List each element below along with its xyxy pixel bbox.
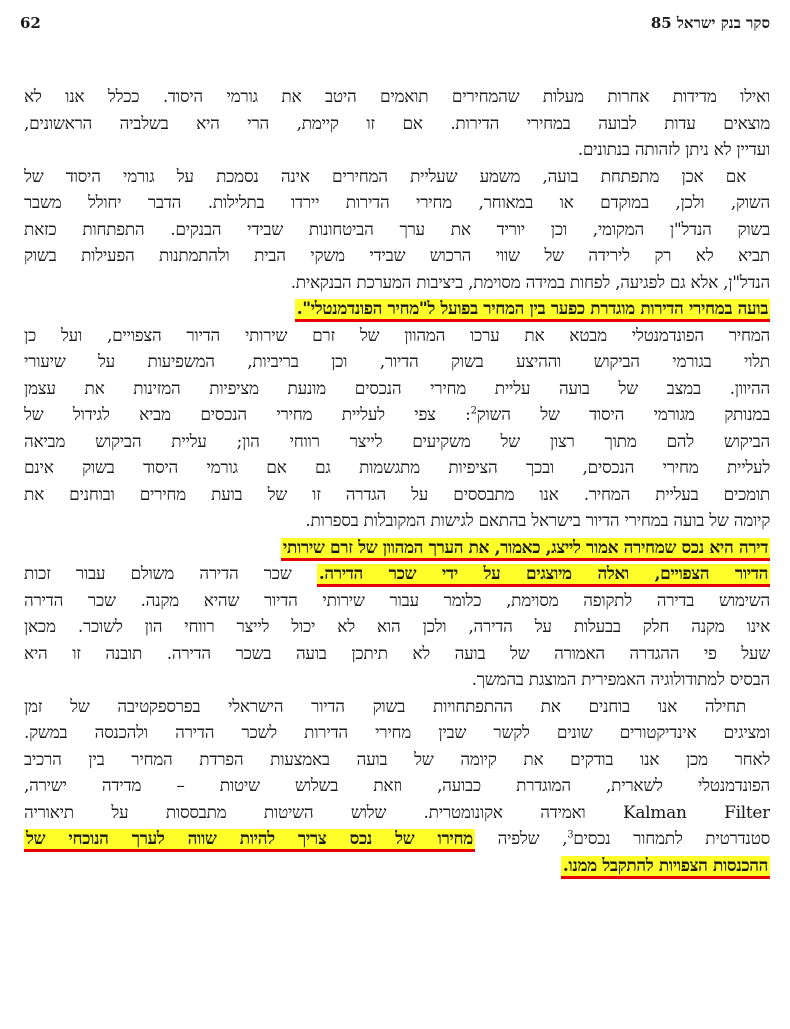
highlighted-line — [24, 296, 770, 323]
footnote-ref-3[interactable]: 3 — [567, 829, 574, 841]
text-line: תביא לא רק לירידה של שווי הרכוש שבידי משקי הבית ולהתמתנות הפעילות בשוק — [24, 246, 770, 266]
text-line: המחיר הפונדמנטלי מבטא את ערכו המהוון של זרם שירותי הדיור הצפויים, ועל כן — [24, 325, 770, 346]
text-segment: שכר הדירה משולם עבור זכות — [24, 564, 317, 584]
text-line: השוק, ולכן, במוקדם או במאוחר, מחירי הדירות יירדו בתלילות. הדבר יחולל משבר — [24, 193, 770, 213]
paragraph-5 — [24, 694, 770, 880]
text-line: ההיוון. במצב של בועה עליית מחירי הנכסים מונעת מציפיות המזינות את עצמן — [24, 378, 770, 399]
text-line: ואילו מדידות אחרות מעלות שהמחירים תואמים היטב את גורמי היסוד. ככלל אנו לא — [24, 87, 770, 107]
text-line: מוצאים עדות לבועה במחירי הדירות. אם זו קיימת, הרי היא בשלביה הראשונים, — [24, 113, 770, 134]
text-line: ועדיין לא ניתן לזהותה בנתונים. — [577, 140, 770, 160]
text-line: תחילה אנו בוחנים את ההתפתחויות בשוק הדיור הישראלי בפרספקטיבה של זמן — [24, 696, 746, 717]
text-line: השימוש בדירה לתקופה מסוימת, כלומר עבור שירותי הדיור שהיא מקנה. שכר הדירה — [24, 590, 770, 611]
text-line: בשוק הנדל"ן המקומי, וכן יוריד את ערך הביטחונות שבידי הבנקים. התפתחות כזאת — [24, 219, 770, 240]
highlighted-text: ההכנסות הצפויות להתקבל ממנו. — [561, 856, 770, 879]
text-line: אינו מקנה חלק בבעלות על הדירה, ולכן הוא לא יכול לייצר רווחי הון לשוכר. מכאן — [24, 617, 770, 637]
highlighted-line — [24, 535, 770, 562]
text-line: Kalman Filter ואמידה אקונומטרית. שלוש השיטות מתבססות על תיאוריה — [24, 802, 770, 823]
paragraph-4 — [24, 535, 770, 694]
text-segment: : צפי לעליית מחירי הנכסים מביא לגידול של — [24, 405, 471, 425]
text-line: הבסיס למתודולוגיה האמפירית המוצגת בהמשך. — [471, 670, 770, 690]
highlighted-line — [24, 853, 770, 880]
page-header — [20, 10, 770, 36]
text-line — [24, 402, 770, 429]
text-line: אם אכן מתפתחת בועה, משמע שעליית המחירים אינה נסמכת על גורמי היסוד של — [24, 166, 746, 187]
text-line: ומציגים אינדיקטורים שונים לקשר שבין מחירי הדירות לשכר הדירה ולהכנסה במשק. — [24, 723, 770, 743]
paragraph-3 — [24, 296, 770, 535]
footnote-ref-2[interactable]: 2 — [470, 405, 477, 417]
document-body — [24, 84, 770, 879]
text-line: תלוי בגורמי הביקוש וההיצע בשוק הדיור, וכן בריביות, המשפיעות על שיעורי — [24, 352, 770, 372]
text-line — [24, 561, 770, 588]
page-number: 62 — [20, 14, 41, 32]
text-line: הביקוש להם מתוך רצון של משקיעים לייצר רווחי הון; עליית הביקוש מביאה — [24, 431, 770, 452]
text-segment: סטנדרטית לתמחור נכסים — [573, 829, 770, 849]
running-title: סקר בנק ישראל 85 — [650, 13, 770, 32]
text-line: שעל פי ההגדרה האמורה של בועה לא תיתכן בועה בשכר הדירה. תובנה זו היא — [24, 643, 770, 664]
text-segment: , שלפיה — [474, 829, 568, 849]
highlighted-text: בועה במחירי הדירות מוגדרת כפער בין המחיר בפועל ל"מחיר הפונדמנטלי". — [295, 299, 770, 322]
text-line: לאחר מכן אנו בודקים את קיומה של בועה באמצעות הפרדת המחיר בין הרכיב — [24, 749, 770, 770]
text-line: הנדל"ן, אלא גם לפגיעה, לפחות במידה מסוימת, ביציבות המערכת הבנקאית. — [290, 272, 770, 293]
paragraph-2 — [24, 164, 770, 297]
text-line: תומכים בעליית המחיר. אנו מתבססים על הגדרה זו של בועת מחירים ובוחנים את — [24, 484, 770, 505]
text-line: הפונדמנטלי לשארית, המוגדרת כבועה, וזאת בשלוש שיטות – מדידה ישירה, — [24, 776, 770, 796]
text-line: קיומה של בועה במחירי הדיור בישראל בהתאם לגישות המקובלות בספרות. — [305, 511, 770, 531]
highlighted-text: דירה היא נכס שמחירה אמור לייצג, כאמור, את הערך המהוון של זרם שירותי — [281, 538, 770, 561]
paragraph-1 — [24, 84, 770, 164]
text-segment: במנותק מגורמי היסוד של השוק — [476, 405, 770, 425]
highlighted-text: הדיור הצפויים, ואלה מיוצגים על ידי שכר הדירה. — [317, 564, 770, 587]
highlighted-text: מחירו של נכס צריך להיות שווה לערך הנוכחי של — [24, 829, 475, 852]
text-line: לעליית מחירי הנכסים, ובכך הציפיות מתגשמות גם אם גורמי היסוד בשוק אינם — [24, 458, 770, 478]
text-line — [24, 826, 770, 853]
